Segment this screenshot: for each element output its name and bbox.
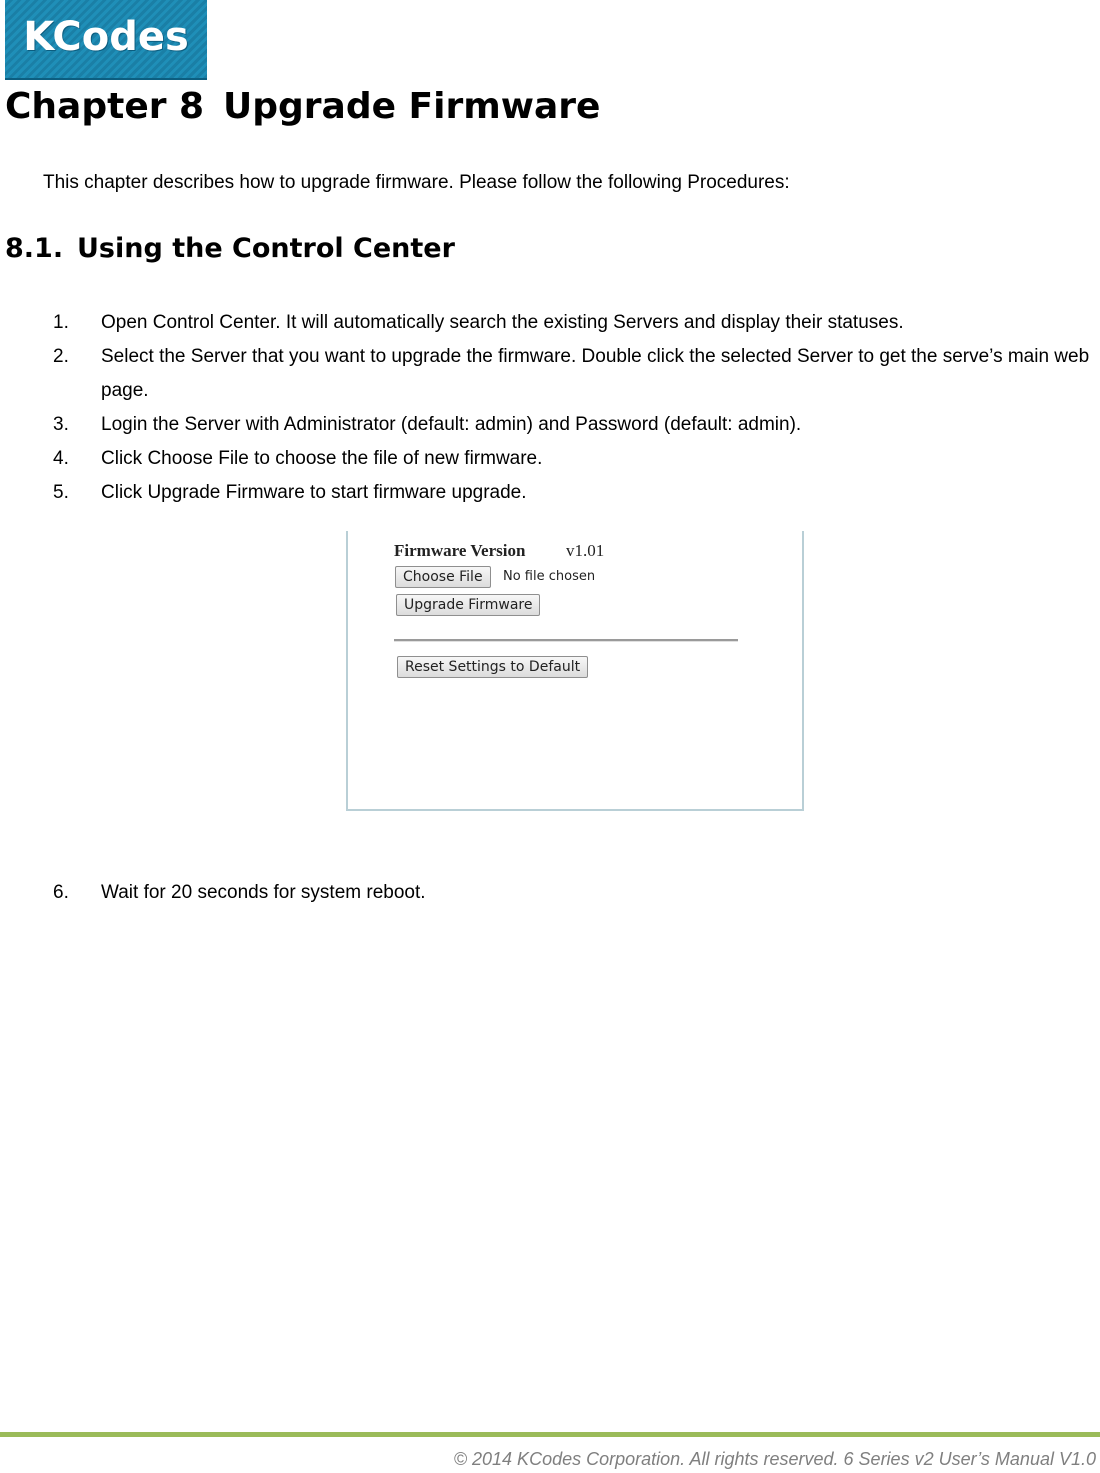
- footer-rule: [0, 1432, 1100, 1437]
- step-item: [53, 306, 1098, 340]
- step-text: Wait for 20 seconds for system reboot.: [101, 882, 426, 903]
- section-title: [5, 233, 455, 264]
- firmware-version-value: v1.01: [566, 541, 605, 560]
- step-text: Click Choose File to choose the file of new firmware.: [101, 448, 543, 469]
- step-item: [53, 408, 1098, 442]
- step-text: Click Upgrade Firmware to start firmware upgrade.: [101, 482, 527, 503]
- step-item: [53, 876, 426, 910]
- chapter-heading: Upgrade Firmware: [223, 86, 601, 127]
- choose-file-button[interactable]: Choose File: [395, 566, 491, 588]
- step-item: [53, 442, 1098, 476]
- chapter-title: [5, 86, 600, 127]
- section-heading: Using the Control Center: [77, 233, 455, 264]
- no-file-chosen-text: No file chosen: [503, 569, 596, 584]
- step-number: 1.: [53, 312, 69, 333]
- logo-text: KCodes: [23, 14, 189, 60]
- kcodes-logo: [5, 0, 207, 78]
- step-number: 2.: [53, 346, 69, 367]
- intro-paragraph: This chapter describes how to upgrade firmware. Please follow the following Procedures:: [43, 172, 790, 193]
- step-number: 6.: [53, 882, 69, 903]
- chapter-number: Chapter 8: [5, 86, 205, 127]
- step-item: [53, 476, 1098, 510]
- firmware-screenshot: [346, 531, 804, 811]
- section-number: 8.1.: [5, 233, 64, 264]
- footer-copyright: © 2014 KCodes Corporation. All rights reserved. 6 Series v2 User’s Manual V1.0: [453, 1449, 1096, 1469]
- firmware-version-label: Firmware Version: [394, 541, 526, 560]
- step-number: 4.: [53, 448, 69, 469]
- upgrade-firmware-button[interactable]: Upgrade Firmware: [396, 594, 540, 616]
- step-text: Select the Server that you want to upgrade the firmware. Double click the selected Server to get the serve’s main web page.: [101, 346, 1090, 401]
- step-number: 3.: [53, 414, 69, 435]
- step-list: [53, 306, 1098, 510]
- step-item: [53, 340, 1098, 408]
- step-number: 5.: [53, 482, 69, 503]
- reset-settings-button[interactable]: Reset Settings to Default: [397, 656, 588, 678]
- step-text: Login the Server with Administrator (default: admin) and Password (default: admin).: [101, 414, 802, 435]
- divider: [394, 639, 738, 642]
- step-text: Open Control Center. It will automatically search the existing Servers and display their statuses.: [101, 312, 904, 333]
